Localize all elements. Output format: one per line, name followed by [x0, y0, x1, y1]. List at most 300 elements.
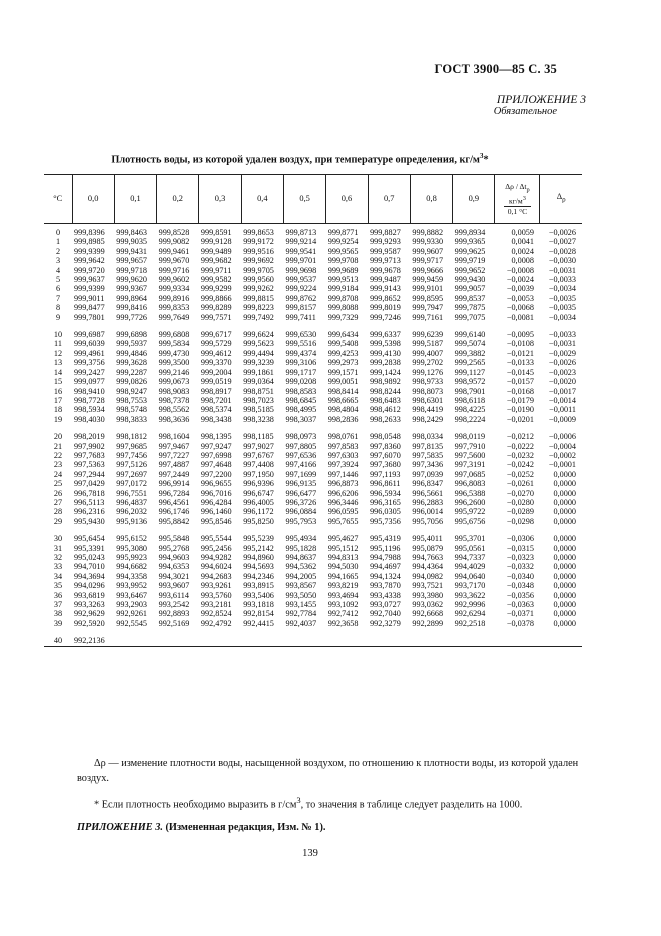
density-cell: 999,7875: [454, 303, 486, 313]
density-cell: 999,9711: [200, 265, 232, 275]
density-cell: [157, 636, 199, 646]
temperature-cell: 35: [53, 581, 63, 591]
density-cell: 997,9685: [116, 441, 147, 451]
temperature-cell: 26: [53, 488, 63, 498]
table-row: [44, 349, 582, 358]
density-table: [44, 174, 582, 647]
density-cell: 999,9657: [116, 256, 147, 266]
delta-cell: 0,0000: [553, 609, 576, 619]
gradient-cell: −0,0108: [506, 339, 534, 349]
density-cell: 999,9692: [243, 256, 274, 266]
delta-cell: −0,0031: [548, 265, 576, 275]
delta-cell: −0,0014: [548, 395, 576, 405]
gradient-cell: −0,0289: [506, 507, 534, 517]
density-cell: 999,4253: [327, 348, 359, 358]
density-cell: 997,5126: [116, 460, 147, 470]
table-title-sup: 3: [479, 152, 484, 160]
gradient-cell: 0,0059: [511, 228, 534, 237]
density-cell: 997,9902: [74, 441, 105, 451]
density-cell: 999,8463: [116, 228, 147, 237]
amendment-italic: ПРИЛОЖЕНИЕ 3.: [77, 822, 163, 833]
density-cell: [453, 636, 495, 646]
density-cell: 997,2200: [200, 469, 232, 479]
table-row: [44, 553, 582, 562]
density-cell: 993,4694: [327, 590, 359, 600]
density-cell: 993,7170: [454, 581, 486, 591]
delta-cell: −0,0001: [548, 460, 576, 470]
delta-cell: 0,0000: [553, 590, 576, 600]
density-cell: 994,5362: [285, 562, 317, 572]
density-cell: 995,0243: [74, 553, 105, 562]
density-cell: 998,0119: [454, 432, 486, 442]
density-cell: 999,1127: [454, 367, 486, 377]
group-spacer: [44, 526, 582, 534]
density-cell: 996,1460: [200, 507, 232, 517]
table-row: [44, 387, 582, 396]
density-cell: 998,3037: [285, 414, 317, 424]
density-cell: 998,3238: [243, 414, 274, 424]
density-cell: 999,7726: [116, 312, 147, 322]
temperature-cell: 3: [55, 256, 61, 266]
density-cell: 993,2181: [200, 600, 232, 610]
density-cell: 999,3882: [454, 348, 486, 358]
density-cell: 998,9892: [370, 377, 401, 387]
density-cell: 999,8652: [370, 293, 401, 303]
density-cell: 999,4130: [370, 348, 401, 358]
density-cell: 996,2316: [74, 507, 105, 517]
density-cell: 992,8893: [158, 609, 190, 619]
density-cell: 997,7910: [454, 441, 486, 451]
temperature-cell: 25: [53, 479, 63, 489]
group-spacer-cell: [44, 526, 582, 534]
delta-cell: −0,0009: [548, 414, 576, 424]
density-cell: 998,5562: [158, 405, 190, 415]
density-cell: 999,8019: [370, 303, 401, 313]
density-cell: 993,5760: [200, 590, 232, 600]
density-cell: 994,4364: [412, 562, 444, 572]
gradient-cell: −0,0212: [506, 432, 534, 442]
density-cell: 997,4648: [200, 460, 232, 470]
appendix-subtitle: Обязательное: [493, 106, 557, 117]
density-cell: 998,7901: [454, 386, 486, 396]
gradient-cell: −0,0371: [506, 609, 534, 619]
density-cell: 999,3239: [243, 358, 274, 368]
density-cell: 998,7728: [74, 395, 105, 405]
table-row: [44, 507, 582, 516]
density-cell: 999,3106: [285, 358, 317, 368]
density-cell: 993,5050: [285, 590, 317, 600]
header-fraction: 0,8: [410, 175, 452, 224]
table-row: [44, 479, 582, 488]
density-cell: 999,9666: [412, 265, 444, 275]
density-cell: 999,8964: [116, 293, 147, 303]
header-delta-sub: ρ: [562, 196, 566, 205]
header-fraction: 0,7: [368, 175, 410, 224]
density-cell: 999,6530: [285, 330, 317, 340]
delta-cell: −0,0011: [549, 405, 576, 415]
density-cell: 999,0051: [327, 377, 359, 387]
density-cell: 999,9399: [74, 246, 105, 256]
table-row: [44, 470, 582, 479]
density-cell: 999,8537: [454, 293, 486, 303]
density-cell: 997,8805: [285, 441, 317, 451]
density-cell: 999,9461: [158, 246, 190, 256]
density-cell: 998,7201: [200, 395, 232, 405]
density-cell: 999,9701: [285, 256, 317, 266]
density-cell: 999,9082: [158, 237, 190, 247]
density-cell: 999,9718: [116, 265, 147, 275]
density-cell: 992,9629: [74, 609, 105, 619]
density-cell: 997,2944: [74, 469, 105, 479]
density-cell: 996,9135: [285, 479, 317, 489]
density-cell: 999,9487: [370, 275, 401, 285]
density-cell: 998,2633: [370, 414, 401, 424]
density-cell: 997,6536: [285, 450, 317, 460]
density-cell: 998,5748: [116, 405, 147, 415]
table-row: [44, 294, 582, 303]
temperature-cell: 8: [55, 303, 61, 313]
density-cell: 993,8567: [285, 581, 317, 591]
temperature-cell: 33: [53, 562, 63, 572]
gradient-fraction: [504, 182, 530, 216]
delta-cell: −0,0028: [548, 246, 576, 256]
gradient-cell: −0,0068: [506, 303, 534, 313]
amendment-note: [77, 822, 325, 833]
density-cell: 998,9733: [412, 377, 444, 387]
density-cell: 999,1571: [327, 367, 359, 377]
temperature-cell: 36: [53, 590, 63, 600]
temperature-cell: 20: [53, 432, 63, 442]
density-cell: 999,9184: [327, 284, 359, 294]
density-cell: 998,0761: [327, 432, 359, 442]
density-cell: 997,0429: [74, 479, 105, 489]
gradient-cell: −0,0298: [506, 516, 534, 526]
temperature-cell: 1: [55, 237, 61, 247]
density-cell: 999,8827: [370, 228, 401, 237]
table-row: [44, 460, 582, 469]
density-cell: 994,3694: [74, 571, 105, 581]
density-cell: 993,3263: [74, 600, 105, 610]
density-cell: 995,2456: [200, 543, 232, 553]
temperature-cell: 10: [53, 330, 63, 340]
density-cell: 994,8637: [285, 553, 317, 562]
table-row: [44, 405, 582, 414]
delta-cell: −0,0033: [548, 330, 576, 340]
density-cell: 996,2600: [454, 497, 486, 507]
density-cell: 992,2518: [454, 618, 486, 628]
density-cell: 999,2838: [370, 358, 401, 368]
density-cell: 999,2702: [412, 358, 444, 368]
density-cell: 995,6454: [74, 534, 105, 544]
delta-cell: 0,0000: [553, 571, 576, 581]
density-cell: 994,9282: [200, 553, 232, 562]
density-cell: 999,6987: [74, 330, 105, 340]
delta-cell: 0,0000: [553, 497, 576, 507]
density-cell: 999,5187: [412, 339, 444, 349]
density-cell: 994,5030: [327, 562, 359, 572]
density-cell: 999,6898: [116, 330, 147, 340]
density-cell: 994,3021: [158, 571, 190, 581]
gradient-cell: −0,0270: [506, 488, 534, 498]
density-cell: 996,7818: [74, 488, 105, 498]
density-cell: 997,1193: [370, 469, 401, 479]
gradient-cell: 0,0041: [511, 237, 534, 247]
density-cell: 992,3279: [370, 618, 401, 628]
header-fraction: 0,3: [199, 175, 241, 224]
gradient-cell: −0,0323: [506, 553, 534, 562]
density-cell: 993,8219: [327, 581, 359, 591]
delta-cell: −0,0029: [548, 348, 576, 358]
density-cell: 999,8866: [200, 293, 232, 303]
table-title-text: Плотность воды, из которой удален воздух, при температуре определения, кг/м: [111, 154, 480, 166]
density-cell: 998,8583: [285, 386, 317, 396]
delta-cell: 0,0000: [553, 507, 576, 517]
density-cell: 993,7521: [412, 581, 444, 591]
table-row: [44, 451, 582, 460]
density-cell: [368, 636, 410, 646]
delta-cell: −0,0034: [548, 284, 576, 294]
density-cell: 999,4612: [200, 348, 232, 358]
temperature-cell: 0: [55, 228, 61, 237]
density-cell: 996,4837: [116, 497, 147, 507]
density-cell: 999,9057: [454, 284, 486, 294]
density-cell: 999,8815: [243, 293, 274, 303]
density-cell: 992,7412: [327, 609, 359, 619]
temperature-cell: 12: [53, 348, 63, 358]
density-cell: 995,8546: [200, 516, 232, 526]
density-cell: 992,7040: [370, 609, 401, 619]
density-cell: 995,6756: [454, 516, 486, 526]
density-cell: 998,9247: [116, 386, 147, 396]
density-cell: 994,8313: [327, 553, 359, 562]
density-cell: 998,5185: [243, 405, 274, 415]
table-row: [44, 609, 582, 618]
density-cell: 996,8347: [412, 479, 444, 489]
density-cell: 995,3701: [454, 534, 486, 544]
density-cell: 993,1092: [327, 600, 359, 610]
table-row: [44, 572, 582, 581]
density-cell: 997,0685: [454, 469, 486, 479]
density-cell: 997,5600: [454, 450, 486, 460]
delta-cell: −0,0033: [548, 275, 576, 285]
table-header-row: [44, 175, 582, 224]
table-row: [44, 600, 582, 609]
density-cell: 999,8762: [285, 293, 317, 303]
density-cell: 999,8416: [116, 303, 147, 313]
density-cell: 997,8360: [370, 441, 401, 451]
density-cell: 994,3358: [116, 571, 147, 581]
density-cell: 995,5544: [200, 534, 232, 544]
density-cell: 996,0014: [412, 507, 444, 517]
density-cell: 998,9410: [74, 386, 105, 396]
table-title: [0, 152, 600, 165]
density-cell: 997,7227: [158, 450, 190, 460]
delta-cell: 0,0000: [553, 516, 576, 526]
table-row: [44, 432, 582, 441]
density-cell: 999,9541: [285, 246, 317, 256]
density-cell: 997,3191: [454, 460, 486, 470]
gradient-cell: −0,0332: [506, 562, 534, 572]
density-cell: 998,6845: [285, 395, 317, 405]
temperature-cell: 9: [55, 312, 61, 322]
density-cell: 999,9642: [74, 256, 105, 266]
gradient-cell: 0,0008: [511, 256, 534, 266]
density-cell: 999,6808: [158, 330, 190, 340]
temperature-cell: 7: [55, 293, 61, 303]
density-cell: 999,7161: [412, 312, 444, 322]
density-cell: 999,8591: [200, 228, 232, 237]
density-cell: 994,6024: [200, 562, 232, 572]
density-cell: 998,2429: [412, 414, 444, 424]
footnote: [94, 795, 574, 810]
delta-cell: −0,0027: [548, 237, 576, 247]
temperature-cell: 37: [53, 600, 63, 610]
density-cell: 999,2146: [158, 367, 190, 377]
footnote-sup: 3: [296, 795, 301, 805]
density-cell: 999,8595: [412, 293, 444, 303]
density-cell: 995,0879: [412, 543, 444, 553]
density-cell: 996,2883: [412, 497, 444, 507]
density-cell: 999,1717: [285, 367, 317, 377]
density-cell: 992,6668: [412, 609, 444, 619]
gradient-cell: −0,0133: [506, 358, 534, 368]
density-cell: 999,7571: [200, 312, 232, 322]
delta-cell: −0,0017: [548, 386, 576, 396]
density-cell: 999,6434: [327, 330, 359, 340]
density-cell: 997,1699: [285, 469, 317, 479]
table-row: [44, 247, 582, 256]
gradient-cell: −0,0340: [506, 571, 534, 581]
density-cell: 999,5074: [454, 339, 486, 349]
density-cell: 999,0519: [200, 377, 232, 387]
temperature-cell: 13: [53, 358, 63, 368]
density-cell: 995,9722: [454, 507, 486, 517]
density-cell: 992,5545: [116, 618, 147, 628]
density-cell: 996,8611: [370, 479, 401, 489]
density-cell: 999,1276: [412, 367, 444, 377]
header-temp: °C: [44, 175, 72, 224]
group-spacer-cell: [44, 424, 582, 432]
group-spacer-cell: [44, 628, 582, 636]
density-cell: 995,7953: [285, 516, 317, 526]
header-fraction: 0,5: [283, 175, 325, 224]
density-cell: 999,0826: [116, 377, 147, 387]
density-cell: 999,7329: [327, 312, 359, 322]
table-row: [44, 313, 582, 322]
gradient-cell: −0,0252: [506, 469, 534, 479]
density-cell: 997,6998: [200, 450, 232, 460]
density-cell: 993,9952: [116, 581, 147, 591]
density-cell: 999,2565: [454, 358, 486, 368]
density-cell: 999,9717: [412, 256, 444, 266]
table-row: [44, 358, 582, 367]
gradient-cell: −0,0157: [506, 377, 534, 387]
density-cell: 998,3438: [200, 414, 232, 424]
table-body: [44, 224, 582, 647]
density-cell: 994,1324: [370, 571, 401, 581]
table-row: [44, 266, 582, 275]
temperature-cell: 11: [54, 339, 62, 349]
density-cell: 999,6140: [454, 330, 486, 340]
gradient-cell: −0,0315: [506, 543, 534, 553]
density-cell: 996,0884: [285, 507, 317, 517]
delta-cell: −0,0035: [548, 303, 576, 313]
table-row: [44, 489, 582, 498]
delta-cell: −0,0002: [548, 450, 576, 460]
density-cell: 999,9516: [243, 246, 274, 256]
table-row: [44, 581, 582, 590]
density-cell: 999,8157: [285, 303, 317, 313]
density-cell: 999,9560: [243, 275, 274, 285]
density-cell: 999,6337: [370, 330, 401, 340]
density-cell: 998,4804: [327, 405, 359, 415]
density-cell: 994,0640: [454, 571, 486, 581]
density-cell: 992,8524: [200, 609, 232, 619]
density-cell: 999,9254: [327, 237, 359, 247]
density-cell: 999,8882: [412, 228, 444, 237]
density-cell: 993,6819: [74, 590, 105, 600]
footnote-pre: * Если плотность необходимо выразить в г/см: [94, 799, 297, 811]
gradient-cell: −0,0232: [506, 450, 534, 460]
density-cell: 999,2287: [116, 367, 147, 377]
density-cell: 992,5920: [74, 618, 105, 628]
delta-note: Δρ — изменение плотности воды, насыщенной воздухом, по отношению к плотности воды, из которой удален воздух.: [77, 758, 579, 784]
group-spacer: [44, 628, 582, 636]
density-cell: 998,2019: [74, 432, 105, 442]
delta-cell: 0,0000: [553, 618, 576, 628]
density-cell: 999,7801: [74, 312, 105, 322]
density-cell: 998,7378: [158, 395, 190, 405]
density-cell: 996,8873: [327, 479, 359, 489]
density-cell: 994,6353: [158, 562, 190, 572]
density-cell: 997,4166: [285, 460, 317, 470]
density-cell: 999,9698: [285, 265, 317, 275]
density-cell: 999,9262: [243, 284, 274, 294]
density-cell: 999,9513: [327, 275, 359, 285]
table-row: [44, 256, 582, 265]
density-cell: 998,1185: [243, 432, 274, 442]
density-cell: 999,3500: [158, 358, 190, 368]
density-cell: 994,7010: [74, 562, 105, 572]
density-cell: 999,0208: [285, 377, 317, 387]
temperature-cell: 18: [53, 405, 63, 415]
density-cell: 999,6039: [74, 339, 105, 349]
density-cell: 998,7023: [243, 395, 274, 405]
density-cell: 999,9607: [412, 246, 444, 256]
density-cell: 995,7655: [327, 516, 359, 526]
density-cell: 998,3636: [158, 414, 190, 424]
density-cell: 999,9489: [200, 246, 232, 256]
density-cell: 999,9365: [454, 237, 486, 247]
density-cell: 996,7551: [116, 488, 147, 498]
density-cell: 998,0548: [370, 432, 401, 442]
table-row: [44, 237, 582, 246]
delta-cell: −0,0026: [548, 358, 576, 368]
gradient-mid-text: кг/м: [509, 196, 523, 206]
density-cell: 999,9652: [454, 265, 486, 275]
header-delta: [540, 175, 582, 224]
delta-cell: −0,0026: [548, 228, 576, 237]
gradient-cell: 0,0024: [511, 246, 534, 256]
density-cell: 997,8135: [412, 441, 444, 451]
density-cell: 997,7456: [116, 450, 147, 460]
density-cell: 999,7411: [285, 312, 316, 322]
density-cell: 994,8960: [243, 553, 274, 562]
density-cell: 999,1861: [243, 367, 274, 377]
density-cell: 998,5934: [74, 405, 105, 415]
density-cell: 999,0364: [243, 377, 274, 387]
temperature-cell: 19: [53, 414, 63, 424]
